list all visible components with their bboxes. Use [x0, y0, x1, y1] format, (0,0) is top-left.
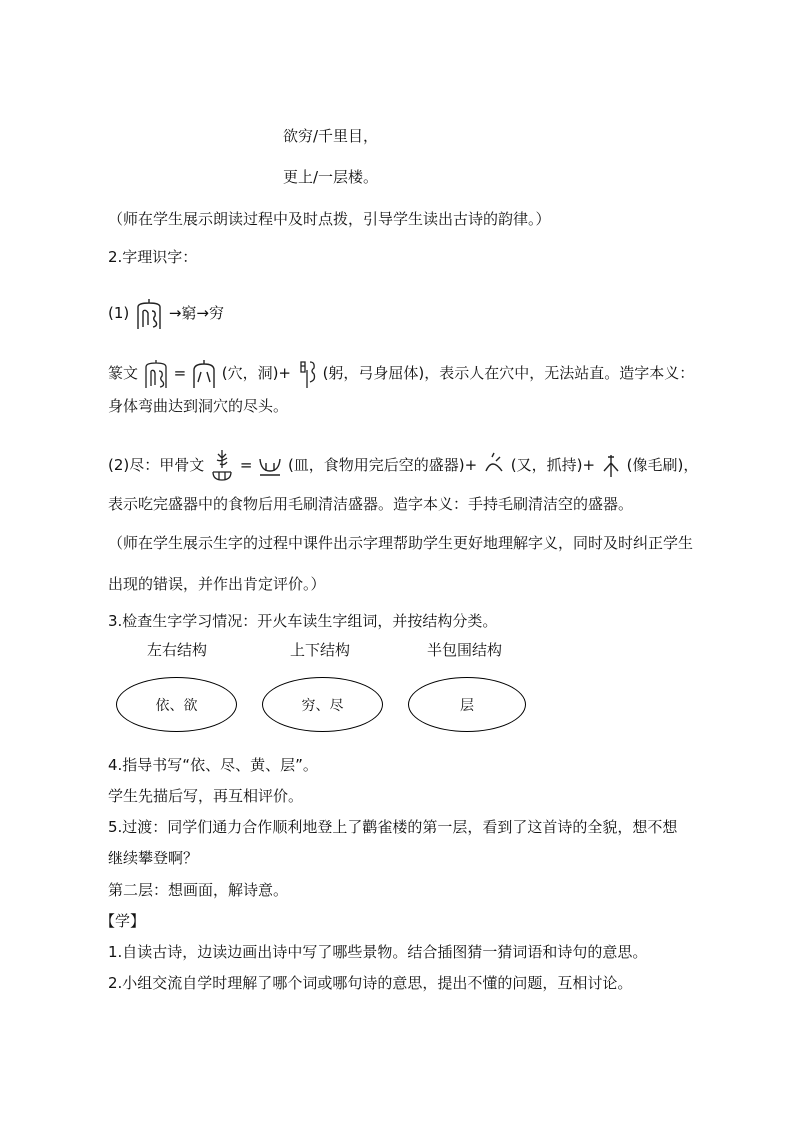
poem-line-4: 更上/一层楼。 — [283, 168, 379, 186]
equals-sign: = — [173, 364, 187, 382]
poem-line-3: 欲穷/千里目， — [283, 127, 379, 145]
section-5-line-1: 5.过渡：同学们通力合作顺利地登上了鹳雀楼的第一层，看到了这首诗的全貌，想不想 — [108, 818, 678, 836]
oracle-you-glyph — [482, 451, 506, 481]
item-2-row — [108, 446, 698, 484]
item-1-prefix: (1) — [108, 304, 130, 322]
learn-item-2: 2.小组交流自学时理解了哪个词或哪句诗的意思，提出不懂的问题，互相讨论。 — [108, 974, 633, 992]
item-2-line-2: 表示吃完盛器中的食物后用毛刷清洁盛器。造字本义：手持毛刷清洁空的盛器。 — [108, 495, 634, 513]
section-5-line-2: 继续攀登啊？ — [108, 849, 199, 867]
category-chars-left-right: 依、欲 — [155, 697, 198, 714]
learn-item-1: 1.自读古诗，边读边画出诗中写了哪些景物。结合插图猜一猜词语和诗句的意思。 — [108, 943, 648, 961]
jin-part-3: (像毛刷)， — [626, 456, 699, 474]
seal-gong-glyph — [296, 358, 318, 390]
seal-desc-line-2: 身体弯曲达到洞穴的尽头。 — [108, 397, 289, 415]
category-chars-top-bottom: 穷、尽 — [301, 697, 344, 714]
jin-part-2: (又，抓持)+ — [510, 456, 596, 474]
seal-desc-row — [108, 356, 694, 390]
category-chars-half-enclosure: 层 — [460, 697, 474, 714]
item-1-row — [108, 296, 224, 330]
item-1-chain: →窮→穷 — [168, 304, 224, 322]
section-3-title: 3.检查生字学习情况：开火车读生字组词，并按结构分类。 — [108, 612, 498, 630]
section-2-title: 2.字理识字： — [108, 248, 198, 266]
oracle-jin-glyph — [209, 448, 235, 484]
category-label-left-right: 左右结构 — [147, 641, 208, 659]
section-4-title: 4.指导书写“依、尽、黄、层”。 — [108, 756, 318, 774]
oracle-brush-glyph — [600, 451, 622, 481]
teacher-note-1: （师在学生展示朗读过程中及时点拨，引导学生读出古诗的韵律。） — [108, 210, 551, 228]
layer-2-heading: 第二层：想画面，解诗意。 — [108, 881, 289, 899]
category-ellipse-top-bottom — [262, 677, 383, 732]
section-4-line-2: 学生先描后写，再互相评价。 — [108, 787, 304, 805]
seal-qiong-glyph-small — [143, 358, 169, 390]
category-ellipse-left-right — [116, 677, 237, 732]
category-label-top-bottom: 上下结构 — [290, 641, 351, 659]
part-2-desc: (躬，弓身屈体)，表示人在穴中，无法站直。造字本义： — [322, 364, 695, 382]
equals-sign-2: = — [239, 456, 253, 474]
part-1-desc: (穴，洞)+ — [221, 364, 291, 382]
seal-xue-glyph — [191, 358, 217, 390]
oracle-min-glyph — [257, 451, 283, 481]
teacher-note-2-line-2: 出现的错误，并作出肯定评价。） — [108, 575, 326, 593]
seal-label: 篆文 — [108, 364, 139, 382]
jin-part-1: (皿，食物用完后空的盛器)+ — [287, 456, 478, 474]
learn-heading: 【学】 — [100, 912, 146, 930]
category-ellipse-half-enclosure — [408, 677, 526, 732]
seal-qiong-glyph — [134, 297, 164, 331]
teacher-note-2-line-1: （师在学生展示生字的过程中课件出示字理帮助学生更好地理解字义，同时及时纠正学生 — [108, 534, 694, 552]
item-2-prefix: (2)尽：甲骨文 — [108, 456, 205, 474]
category-label-half-enclosure: 半包围结构 — [427, 641, 503, 659]
